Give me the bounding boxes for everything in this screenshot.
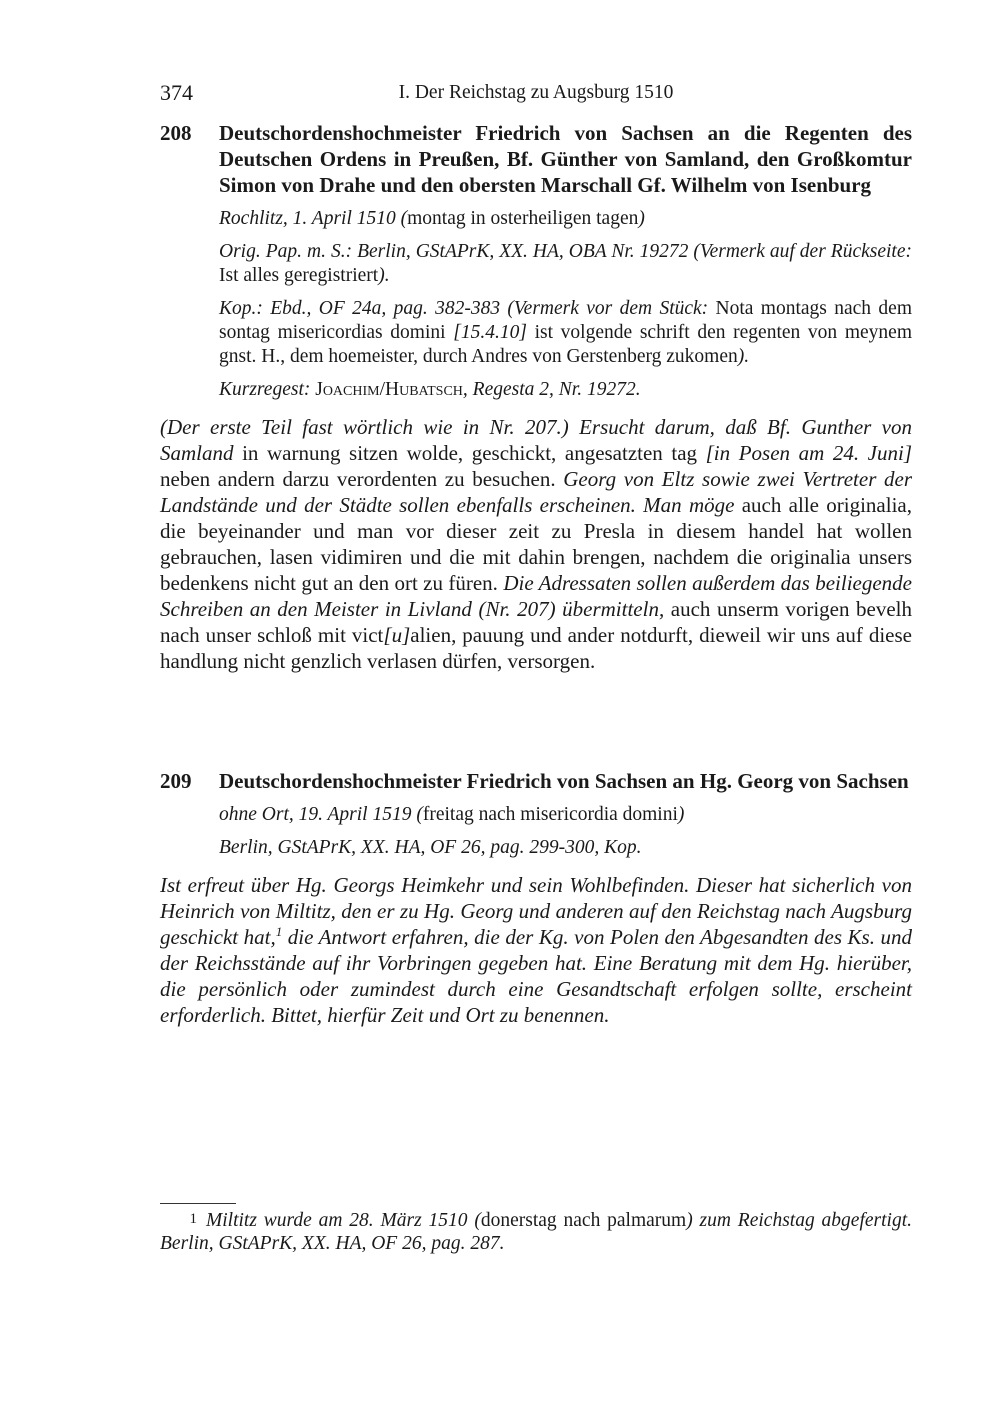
- regest-text: [160, 414, 912, 674]
- date-close: ): [638, 208, 645, 229]
- regest-part: (Der erste Teil fast wörtlich wie in Nr. 207.) Ersucht darum, daß Bf. Gunther von Samland: [160, 415, 912, 465]
- footnote-text-c: ) zum Reichstag abgefertigt. Berlin, GStAPrK, XX. HA, OF 26, pag. 287.: [160, 1210, 912, 1254]
- copy-source-d: ist volgende schrift den regenten von meynem gnst. H., dem hoemeister, durch Andres von Gerstenberg zukomen: [219, 322, 912, 367]
- regest-part: [in Posen am 24. Juni]: [705, 441, 912, 465]
- source-line: Berlin, GStAPrK, XX. HA, OF 26, pag. 299-300, Kop.: [219, 837, 642, 858]
- copy-source-e: ).: [737, 346, 750, 367]
- footnote: [160, 1208, 912, 1255]
- original-source: [219, 240, 912, 288]
- regest-part: Die Adressaten sollen außerdem das beiliegende Schreiben an den Meister in Livland (Nr. 207) übermitteln,: [160, 571, 912, 621]
- footnote-reference[interactable]: 1: [275, 924, 283, 939]
- date-original: montag in osterheiligen tagen: [407, 208, 639, 229]
- date-line: [219, 803, 912, 827]
- regest-part: auch alle originalia, die beyeinander und man vor dieser zeit zu Presla in diesem handel hat wollen gebrauchen, lasen vidimiren und die mit dahin brengen, nachdem die originalia unsers bedenkens nicht gut an den ort zu füren.: [160, 493, 912, 595]
- page-number: 374: [160, 80, 193, 105]
- entry-number: 209: [160, 769, 192, 793]
- copy-source: [219, 297, 912, 369]
- date-line: [219, 207, 912, 231]
- original-source-c: ).: [378, 265, 390, 286]
- regest-part: auch unserm vorigen bevelh nach unser schloß mit vict: [160, 597, 912, 647]
- entry-title-text: Deutschordenshochmeister Friedrich von Sachsen an die Regenten des Deutschen Ordens in Preußen, Bf. Günther von Samland, den Großkomtur Simon von Drahe und den obersten Marschall Gf. Wilhelm von Isenburg: [219, 121, 912, 197]
- short-regest-rest: , Regesta 2, Nr. 19272.: [462, 379, 641, 400]
- copy-source-a: Kop.: Ebd., OF 24a, pag. 382-383 (Vermerk vor dem Stück:: [219, 298, 709, 319]
- date-place: Rochlitz, 1. April 1510 (: [219, 208, 408, 229]
- date-original: freitag nach misericordia domini: [422, 804, 678, 825]
- footnote-mark: 1: [189, 1211, 197, 1227]
- short-regest-label: Kurzregest:: [219, 379, 311, 400]
- regest-part: die Antwort erfahren, die der Kg. von Polen den Abgesandten des Ks. und der Reichsstände auf ihr Vorbringen gegeben hat. Eine Beratung mit dem Hg. hierüber, die persönlich oder zumindest durch eine Gesandtschaft erfolgen sollte, erscheint erforderlich. Bittet, hierfür Zeit und Ort zu benennen.: [160, 925, 912, 1027]
- entry-208: [160, 120, 912, 674]
- regest-part: in warnung sitzen wolde, geschickt, angesatzten tag: [233, 441, 706, 465]
- original-source-a: Orig. Pap. m. S.: Berlin, GStAPrK, XX. HA, OBA Nr. 19272 (Vermerk auf der Rückseite:: [219, 241, 912, 262]
- entry-209: [160, 768, 912, 1028]
- entry-number: 208: [160, 121, 192, 145]
- regest-part: Ist erfreut über Hg. Georgs Heimkehr und sein Wohlbefinden. Dieser hat sicherlich von Heinrich von Miltitz, den er zu Hg. Georg und anderen auf den Reichstag nach Augsburg geschickt hat,: [160, 873, 912, 949]
- date-place: ohne Ort, 19. April 1519 (: [219, 804, 423, 825]
- entry-title: [160, 768, 912, 794]
- original-source-b: Ist alles geregistriert: [219, 265, 379, 286]
- copy-source-b: Nota montags nach dem sontag misericordias domini: [219, 298, 912, 343]
- regest-part: alien, pauung und ander notdurft, dieweil wir uns auf diese handlung nicht genzlich verlasen dürfen, versorgen.: [160, 623, 912, 673]
- regest-text: [160, 872, 912, 1028]
- short-regest: [219, 378, 912, 402]
- short-regest-author: Joachim/Hubatsch: [315, 379, 463, 400]
- footnote-rule: [160, 1203, 236, 1204]
- regest-part: Georg von Eltz sowie zwei Vertreter der Landstände und der Städte sollen ebenfalls erscheinen. Man möge: [160, 467, 912, 517]
- footnote-text-b: donerstag nach palmarum: [480, 1210, 687, 1231]
- footnote-text-a: Miltitz wurde am 28. März 1510 (: [206, 1210, 481, 1231]
- copy-source-c: [15.4.10]: [453, 322, 527, 343]
- regest-part: [u]: [383, 623, 411, 647]
- regest-part: neben andern darzu verordenten zu besuchen.: [160, 467, 564, 491]
- date-close: ): [677, 804, 685, 825]
- running-title: I. Der Reichstag zu Augsburg 1510: [398, 82, 674, 103]
- entry-title-text: Deutschordenshochmeister Friedrich von Sachsen an Hg. Georg von Sachsen: [219, 769, 909, 793]
- entry-title: [160, 120, 912, 198]
